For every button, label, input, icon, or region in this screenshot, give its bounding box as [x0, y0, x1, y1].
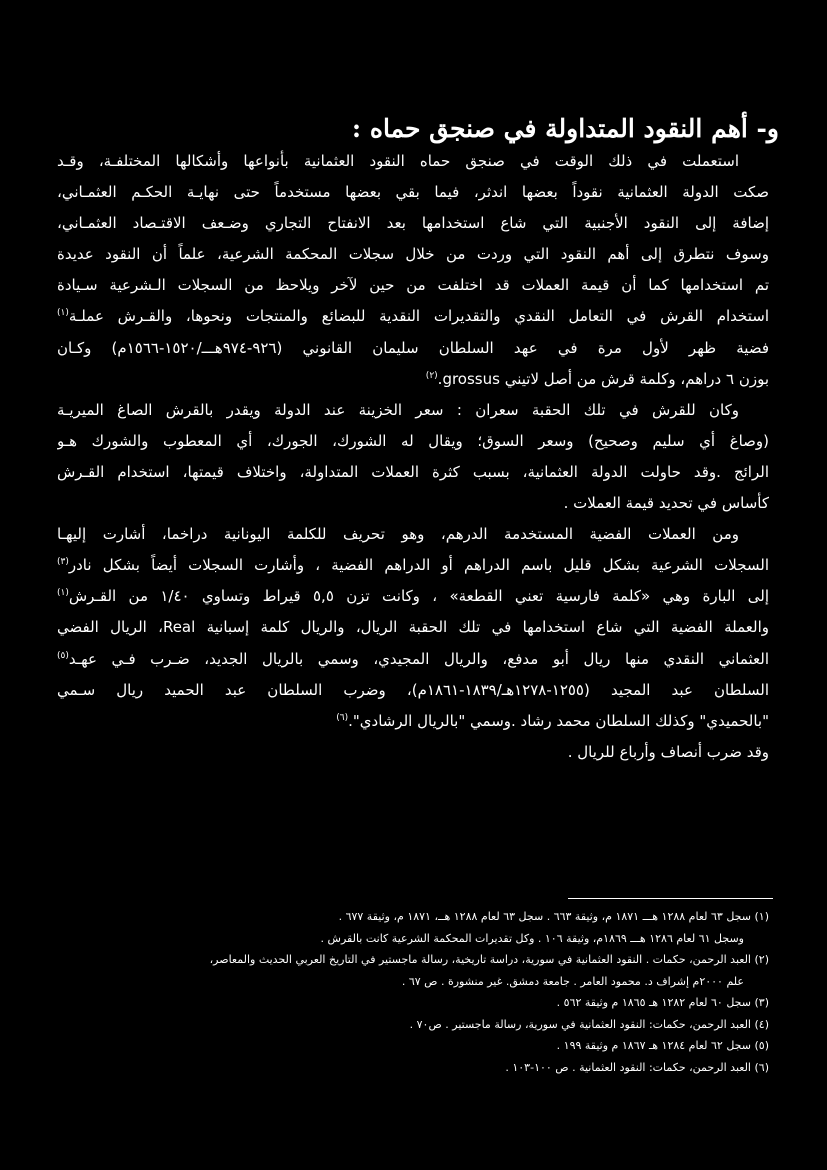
body-line-text: تم استخدامها كما أن قيمة العملات قد اختلفت من حين لآخر ويلاحظ من السجلات الـشرعية سـيادة	[57, 276, 769, 295]
footnote-reference: (٢)	[425, 370, 438, 381]
footnote-reference: (٣)	[57, 557, 69, 568]
body-line-text: السجلات الشرعية بشكل قليل باسم الدراهم أو الدراهم الفضية ، وأشارت السجلات أيضاً بشكل نادر	[68, 556, 769, 575]
body-line-text: وقد ضرب أنصاف وأرباع للريال .	[567, 742, 769, 761]
body-line	[57, 457, 769, 488]
body-line	[57, 519, 769, 550]
body-line	[57, 644, 769, 675]
body-line	[57, 706, 769, 737]
body-line-text: (وصاغ أي سليم وصحيح) وسعر السوق؛ ويقال له الشورك، الجورك، أي المعطوب والشورك هـو	[57, 431, 769, 450]
body-line	[57, 208, 769, 239]
footnote-item: (٣) سجل ٦٠ لعام ١٢٨٢ هـ ١٨٦٥ م وثيقة ٥٦٢ .	[556, 996, 769, 1009]
body-line-text: ومن العملات الفضية المستخدمة الدرهم، وهو تحريف للكلمة اليونانية دراخما، أشارت إليهـا	[57, 525, 739, 544]
footnote-reference: (٥)	[57, 650, 69, 661]
body-line	[57, 581, 769, 612]
body-line-text: وسوف نتطرق إلى أهم النقود التي وردت من خلال سجلات المحكمة الشرعية، علماً أن النقود عديدة	[57, 245, 769, 264]
body-line	[57, 270, 769, 301]
body-line	[57, 612, 769, 643]
body-line	[57, 395, 769, 426]
body-line-text: كأساس في تحديد قيمة العملات .	[563, 494, 769, 513]
body-line	[57, 737, 769, 768]
footnotes	[57, 906, 769, 1078]
body-line-text: "بالحميدي" وكذلك السلطان محمد رشاد .وسمي "بالريال الرشادي".	[348, 711, 769, 730]
footnote-item: (٥) سجل ٦٢ لعام ١٢٨٤ هـ ١٨٦٧ م وثيقة ١٩٩ .	[556, 1039, 769, 1052]
body-line-text: والعملة الفضية التي شاع استخدامها في تلك الحقبة الريال، والريال كلمة إسبانية Real، الريال الفضي	[57, 618, 769, 637]
body-line	[57, 675, 769, 706]
body-line	[57, 550, 769, 581]
body-line-text: وكان للقرش في تلك الحقبة سعران : سعر الخزينة عند الدولة ويقدر بالقرش الصاغ الميريـة	[57, 400, 739, 419]
footnote-item: علم ٢٠٠٠م إشراف د. محمود العامر . جامعة دمشق. غير منشورة . ص ٦٧ .	[401, 974, 744, 988]
footnote-reference: (٦)	[336, 712, 349, 723]
body-line-text: إلى البارة وهي «كلمة فارسية تعني القطعة» ، وكانت تزن ٥,٥ قيراط وتساوي ١/٤٠ من القـرش	[68, 587, 769, 606]
body-text	[57, 146, 769, 768]
body-line	[57, 177, 769, 208]
body-line-text: استعملت في ذلك الوقت في صنجق حماه النقود العثمانية بأنواعها وأشكالها المختلفـة، وقـد	[57, 152, 739, 170]
section-title: و- أهم النقود المتداولة في صنجق حماه :	[351, 114, 779, 143]
body-line-text: الرائج .وقد حاولت الدولة العثمانية، بسبب كثرة العملات المتداولة، واختلاف قيمتها، استخدام القـرش	[57, 462, 769, 481]
body-line	[57, 488, 769, 519]
footnote-item: (١) سجل ٦٣ لعام ١٢٨٨ هـــ ١٨٧١ م، وثيقة ٦٦٣ . سجل ٦٣ لعام ١٢٨٨ هــ، ١٨٧١ م، وثيقة ٦٧٧ .	[338, 910, 769, 923]
footnote-item: (٢) العبد الرحمن، حكمات . النقود العثمانية في سورية، دراسة تاريخية، رسالة ماجستير في التاريخ العربي الحديث والمعاصر،	[209, 953, 769, 966]
body-line	[57, 301, 769, 332]
footnote-reference: (١)	[57, 588, 69, 599]
body-line-text: بوزن ٦ دراهم، وكلمة قرش من أصل لاتيني grossus.	[437, 369, 769, 388]
body-line-text: العثماني النقدي منها ريال أبو مدفع، والريال المجيدي، وسمي بالريال الجديد، ضـرب فـي عهـد	[68, 649, 769, 668]
body-line-text: استخدام القرش في التعامل النقدي والتقديرات النقدية للبضائع والمنتجات ونحوها، والقـرش عملـة	[68, 307, 769, 326]
body-line-text: السلطان عبد المجيد (١٢٥٥-١٢٧٨هـ/١٨٣٩-١٨٦١م)، وضرب السلطان عبد الحميد ريال سـمي	[57, 680, 769, 699]
body-line	[57, 146, 769, 177]
body-line-text: إضافة إلى النقود الأجنبية التي شاع استخدامها بعد الانفتاح التجاري وضـعف الاقتـصاد العثمـاني،	[57, 214, 769, 233]
footnote-reference: (١)	[57, 308, 69, 319]
body-line-text: فضية ظهر لأول مرة في عهد السلطان سليمان القانوني (٩٢٦-٩٧٤هـــ/١٥٢٠-١٥٦٦م) وكـان	[57, 338, 769, 357]
body-line	[57, 364, 769, 395]
body-line	[57, 239, 769, 270]
body-line	[57, 426, 769, 457]
footnote-item: (٦) العبد الرحمن، حكمات: النقود العثمانية . ص ١٠٠-١٠٣ .	[505, 1060, 769, 1074]
footnote-separator	[568, 898, 773, 899]
footnote-item: (٤) العبد الرحمن، حكمات: النقود العثمانية في سورية، رسالة ماجستير . ص٧٠ .	[409, 1017, 769, 1031]
footnote-item: وسجل ٦١ لعام ١٢٨٦ هـــ ١٨٦٩م، وثيقة ١٠٦ . وكل تقديرات المحكمة الشرعية كانت بالقرش .	[320, 931, 744, 945]
body-line	[57, 333, 769, 364]
body-line-text: صكت الدولة العثمانية نقوداً بعضها اندثر، فيما بقي بعضها مستخدماً حتى نهايـة الحكـم العثمـاني،	[57, 183, 769, 202]
